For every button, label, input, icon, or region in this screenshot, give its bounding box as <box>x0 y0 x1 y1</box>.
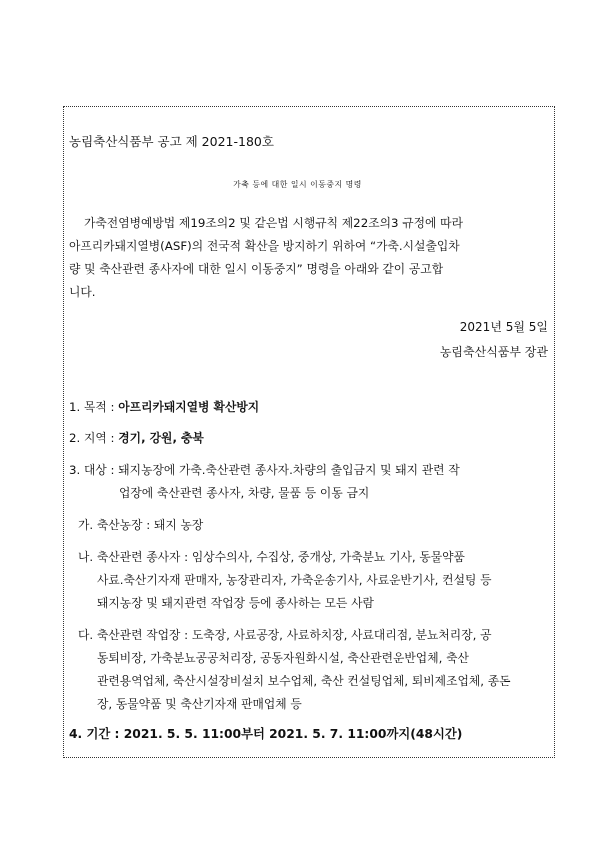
item-ga: 가. 축산농장 : 돼지 농장 <box>78 518 204 532</box>
intro-line-2: 아프리카돼지열병(ASF)의 전국적 확산을 방지하기 위하여 “가축.시설출입차 <box>69 239 460 253</box>
item-da-line-2: 동퇴비장, 가축분뇨공공처리장, 공동자원화시설, 축산관련운반업체, 축산 <box>97 651 469 665</box>
item-na-line-1: 나. 축산관련 종사자 : 임상수의사, 수집상, 중개상, 가축분뇨 기사, 동물약품 <box>78 550 465 564</box>
notice-date: 2021년 5월 5일 <box>459 320 548 334</box>
item-da-line-3: 관련용역업체, 축산시설장비설치 보수업체, 축산 컨설팅업체, 퇴비제조업체, 종돈 <box>97 674 511 688</box>
notice-number: 농림축산식품부 공고 제 2021-180호 <box>69 134 274 149</box>
item-da-line-1: 다. 축산관련 작업장 : 도축장, 사료공장, 사료하치장, 사료대리점, 분뇨처리장, 공 <box>78 628 492 642</box>
item-purpose: 1. 목적 : 아프리카돼지열병 확산방지 <box>69 400 260 414</box>
document-title: 가축 등에 대한 일시 이동중지 명령 <box>233 180 362 189</box>
intro-line-1: 가축전염병예방법 제19조의2 및 같은법 시행규칙 제22조의3 규정에 따라 <box>84 216 463 230</box>
item-na-line-3: 돼지농장 및 돼지관련 작업장 등에 종사하는 모든 사람 <box>97 596 374 610</box>
issuer-name: 농림축산식품부 장관 <box>439 345 548 359</box>
item-target-line-2: 업장에 축산관련 종사자, 차량, 물품 등 이동 금지 <box>119 486 370 500</box>
item-region: 2. 지역 : 경기, 강원, 충북 <box>69 431 204 445</box>
item-target-line-1: 3. 대상 : 돼지농장에 가축.축산관련 종사자.차량의 출입금지 및 돼지 관련 작 <box>69 463 460 477</box>
item-da-line-4: 장, 동물약품 및 축산기자재 판매업체 등 <box>97 697 302 711</box>
intro-line-4: 니다. <box>69 285 96 299</box>
intro-line-3: 량 및 축산관련 종사자에 대한 일시 이동중지” 명령을 아래와 같이 공고합 <box>69 262 444 276</box>
item-na-line-2: 사료.축산기자재 판매자, 농장관리자, 가축운송기사, 사료운반기사, 컨설팅 등 <box>97 573 492 587</box>
item-period: 4. 기간 : 2021. 5. 5. 11:00부터 2021. 5. 7. 11:00까지(48시간) <box>69 727 463 741</box>
